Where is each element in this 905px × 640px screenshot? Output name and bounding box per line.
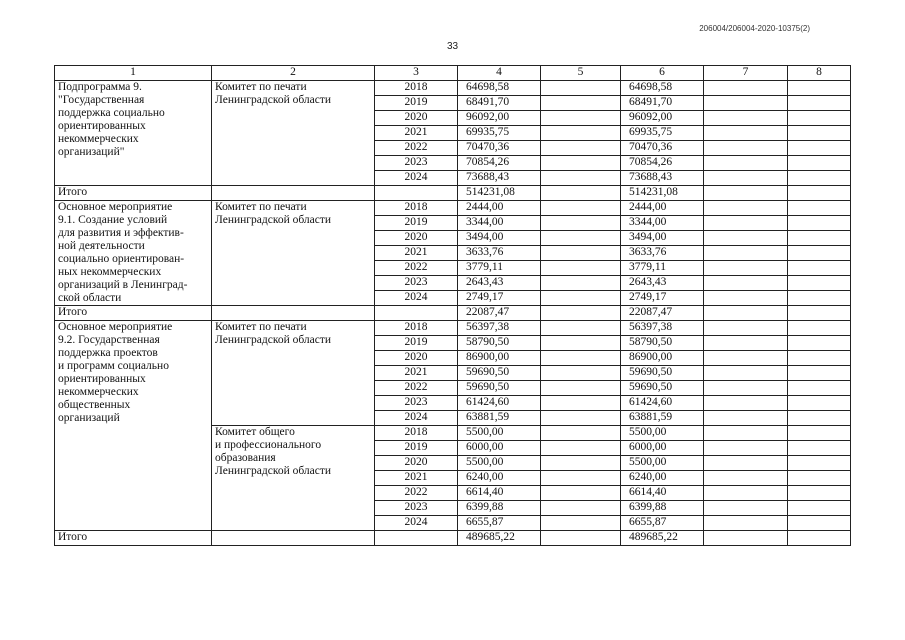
empty-cell bbox=[541, 291, 621, 306]
empty-cell bbox=[788, 96, 851, 111]
empty-cell bbox=[704, 381, 788, 396]
empty-cell bbox=[704, 456, 788, 471]
total-amount-cell: 3494,00 bbox=[458, 231, 541, 246]
empty-cell bbox=[788, 396, 851, 411]
total-row bbox=[55, 186, 851, 201]
year-cell: 2020 bbox=[375, 231, 458, 246]
year-cell: 2020 bbox=[375, 456, 458, 471]
total-amount-cell: 3633,76 bbox=[458, 246, 541, 261]
executor-name: Комитет общего и профессионального образования Ленинградской области bbox=[212, 426, 375, 531]
year-cell: 2019 bbox=[375, 96, 458, 111]
total-amount-cell: 58790,50 bbox=[458, 336, 541, 351]
regional-amount-cell: 2749,17 bbox=[621, 291, 704, 306]
year-row bbox=[55, 201, 851, 216]
column-header: 6 bbox=[621, 66, 704, 81]
regional-amount-cell: 3344,00 bbox=[621, 216, 704, 231]
regional-amount-cell: 69935,75 bbox=[621, 126, 704, 141]
total-amount-cell: 68491,70 bbox=[458, 96, 541, 111]
year-row bbox=[55, 81, 851, 96]
regional-amount-cell: 59690,50 bbox=[621, 381, 704, 396]
empty-cell bbox=[788, 141, 851, 156]
regional-amount-cell: 5500,00 bbox=[621, 456, 704, 471]
total-amount-cell: 86900,00 bbox=[458, 351, 541, 366]
empty-cell bbox=[704, 111, 788, 126]
empty-cell bbox=[541, 426, 621, 441]
executor-name: Комитет по печати Ленинградской области bbox=[212, 81, 375, 186]
empty-cell bbox=[541, 516, 621, 531]
regional-amount-cell: 6399,88 bbox=[621, 501, 704, 516]
empty-cell bbox=[788, 516, 851, 531]
empty-cell bbox=[541, 231, 621, 246]
regional-amount-cell: 22087,47 bbox=[621, 306, 704, 321]
empty-cell bbox=[788, 81, 851, 96]
empty-cell bbox=[541, 396, 621, 411]
empty-cell bbox=[541, 306, 621, 321]
regional-amount-cell: 70470,36 bbox=[621, 141, 704, 156]
empty-cell bbox=[541, 501, 621, 516]
empty-cell bbox=[541, 246, 621, 261]
empty-cell bbox=[541, 81, 621, 96]
empty-cell bbox=[788, 486, 851, 501]
regional-amount-cell: 2643,43 bbox=[621, 276, 704, 291]
empty-cell bbox=[704, 291, 788, 306]
regional-amount-cell: 58790,50 bbox=[621, 336, 704, 351]
empty-cell bbox=[375, 306, 458, 321]
empty-cell bbox=[541, 201, 621, 216]
empty-cell bbox=[788, 186, 851, 201]
empty-cell bbox=[704, 171, 788, 186]
year-cell: 2021 bbox=[375, 366, 458, 381]
empty-cell bbox=[541, 171, 621, 186]
empty-cell bbox=[788, 276, 851, 291]
empty-cell bbox=[704, 306, 788, 321]
empty-cell bbox=[541, 321, 621, 336]
total-amount-cell: 70854,26 bbox=[458, 156, 541, 171]
year-cell: 2021 bbox=[375, 126, 458, 141]
regional-amount-cell: 6655,87 bbox=[621, 516, 704, 531]
year-cell: 2019 bbox=[375, 216, 458, 231]
empty-cell bbox=[704, 351, 788, 366]
empty-cell bbox=[788, 231, 851, 246]
total-amount-cell: 61424,60 bbox=[458, 396, 541, 411]
year-cell: 2022 bbox=[375, 261, 458, 276]
empty-cell bbox=[704, 276, 788, 291]
total-amount-cell: 6240,00 bbox=[458, 471, 541, 486]
column-header-row bbox=[55, 66, 851, 81]
regional-amount-cell: 70854,26 bbox=[621, 156, 704, 171]
regional-amount-cell: 63881,59 bbox=[621, 411, 704, 426]
year-cell: 2023 bbox=[375, 396, 458, 411]
empty-cell bbox=[704, 486, 788, 501]
total-amount-cell: 6655,87 bbox=[458, 516, 541, 531]
empty-cell bbox=[541, 486, 621, 501]
year-cell: 2020 bbox=[375, 111, 458, 126]
empty-cell bbox=[704, 246, 788, 261]
empty-cell bbox=[541, 351, 621, 366]
empty-cell bbox=[704, 186, 788, 201]
column-header: 4 bbox=[458, 66, 541, 81]
empty-cell bbox=[541, 411, 621, 426]
empty-cell bbox=[541, 141, 621, 156]
total-amount-cell: 6000,00 bbox=[458, 441, 541, 456]
total-amount-cell: 64698,58 bbox=[458, 81, 541, 96]
year-cell: 2023 bbox=[375, 156, 458, 171]
total-amount-cell: 59690,50 bbox=[458, 381, 541, 396]
empty-cell bbox=[788, 261, 851, 276]
empty-cell bbox=[704, 216, 788, 231]
year-cell: 2022 bbox=[375, 381, 458, 396]
empty-cell bbox=[788, 441, 851, 456]
empty-cell bbox=[788, 111, 851, 126]
empty-cell bbox=[704, 396, 788, 411]
total-amount-cell: 514231,08 bbox=[458, 186, 541, 201]
empty-cell bbox=[704, 336, 788, 351]
empty-cell bbox=[788, 351, 851, 366]
total-amount-cell: 56397,38 bbox=[458, 321, 541, 336]
regional-amount-cell: 6000,00 bbox=[621, 441, 704, 456]
total-amount-cell: 2444,00 bbox=[458, 201, 541, 216]
total-amount-cell: 6399,88 bbox=[458, 501, 541, 516]
column-header: 7 bbox=[704, 66, 788, 81]
empty-cell bbox=[704, 501, 788, 516]
year-cell: 2022 bbox=[375, 141, 458, 156]
regional-amount-cell: 3779,11 bbox=[621, 261, 704, 276]
year-cell: 2024 bbox=[375, 516, 458, 531]
empty-cell bbox=[704, 156, 788, 171]
empty-cell bbox=[788, 471, 851, 486]
year-cell: 2018 bbox=[375, 81, 458, 96]
year-cell: 2024 bbox=[375, 411, 458, 426]
year-cell: 2020 bbox=[375, 351, 458, 366]
program-name: Основное мероприятие 9.1. Создание условий для развития и эффектив- ной деятельности социально ориентирован- ных некоммерческих организаций в Ленинград- ской области bbox=[55, 201, 212, 306]
empty-cell bbox=[541, 96, 621, 111]
regional-amount-cell: 6240,00 bbox=[621, 471, 704, 486]
empty-cell bbox=[788, 201, 851, 216]
empty-cell bbox=[788, 336, 851, 351]
column-header: 3 bbox=[375, 66, 458, 81]
total-row bbox=[55, 531, 851, 546]
empty-cell bbox=[704, 471, 788, 486]
empty-cell bbox=[788, 291, 851, 306]
empty-cell bbox=[704, 141, 788, 156]
empty-cell bbox=[704, 531, 788, 546]
program-name: Основное мероприятие 9.2. Государственная поддержка проектов и программ социально ориентированных некоммерческих общественных организаций bbox=[55, 321, 212, 531]
year-cell: 2021 bbox=[375, 471, 458, 486]
empty-cell bbox=[375, 531, 458, 546]
total-amount-cell: 3779,11 bbox=[458, 261, 541, 276]
empty-cell bbox=[212, 306, 375, 321]
year-cell: 2018 bbox=[375, 201, 458, 216]
table-body bbox=[55, 81, 851, 546]
total-amount-cell: 22087,47 bbox=[458, 306, 541, 321]
document-id: 206004/206004-2020-10375(2) bbox=[699, 24, 810, 33]
executor-name: Комитет по печати Ленинградской области bbox=[212, 201, 375, 306]
empty-cell bbox=[704, 231, 788, 246]
total-amount-cell: 489685,22 bbox=[458, 531, 541, 546]
empty-cell bbox=[788, 246, 851, 261]
empty-cell bbox=[788, 126, 851, 141]
regional-amount-cell: 3633,76 bbox=[621, 246, 704, 261]
regional-amount-cell: 3494,00 bbox=[621, 231, 704, 246]
empty-cell bbox=[704, 426, 788, 441]
empty-cell bbox=[704, 441, 788, 456]
total-label: Итого bbox=[55, 531, 212, 546]
empty-cell bbox=[788, 171, 851, 186]
empty-cell bbox=[788, 456, 851, 471]
empty-cell bbox=[541, 531, 621, 546]
column-header: 5 bbox=[541, 66, 621, 81]
empty-cell bbox=[541, 186, 621, 201]
regional-amount-cell: 489685,22 bbox=[621, 531, 704, 546]
empty-cell bbox=[541, 336, 621, 351]
empty-cell bbox=[541, 441, 621, 456]
empty-cell bbox=[788, 321, 851, 336]
regional-amount-cell: 5500,00 bbox=[621, 426, 704, 441]
empty-cell bbox=[704, 81, 788, 96]
empty-cell bbox=[704, 516, 788, 531]
regional-amount-cell: 6614,40 bbox=[621, 486, 704, 501]
year-cell: 2019 bbox=[375, 336, 458, 351]
column-header: 1 bbox=[55, 66, 212, 81]
total-label: Итого bbox=[55, 306, 212, 321]
total-amount-cell: 63881,59 bbox=[458, 411, 541, 426]
empty-cell bbox=[541, 276, 621, 291]
page-number: 33 bbox=[446, 41, 459, 52]
year-cell: 2024 bbox=[375, 171, 458, 186]
year-cell: 2019 bbox=[375, 441, 458, 456]
total-amount-cell: 73688,43 bbox=[458, 171, 541, 186]
regional-amount-cell: 2444,00 bbox=[621, 201, 704, 216]
empty-cell bbox=[704, 321, 788, 336]
total-amount-cell: 2749,17 bbox=[458, 291, 541, 306]
empty-cell bbox=[788, 306, 851, 321]
year-cell: 2023 bbox=[375, 501, 458, 516]
year-row bbox=[55, 321, 851, 336]
empty-cell bbox=[788, 381, 851, 396]
regional-amount-cell: 73688,43 bbox=[621, 171, 704, 186]
total-label: Итого bbox=[55, 186, 212, 201]
regional-amount-cell: 64698,58 bbox=[621, 81, 704, 96]
empty-cell bbox=[541, 216, 621, 231]
empty-cell bbox=[541, 366, 621, 381]
empty-cell bbox=[375, 186, 458, 201]
budget-table bbox=[54, 65, 851, 546]
empty-cell bbox=[212, 186, 375, 201]
total-row bbox=[55, 306, 851, 321]
empty-cell bbox=[704, 261, 788, 276]
empty-cell bbox=[212, 531, 375, 546]
executor-name: Комитет по печати Ленинградской области bbox=[212, 321, 375, 426]
regional-amount-cell: 86900,00 bbox=[621, 351, 704, 366]
empty-cell bbox=[788, 156, 851, 171]
empty-cell bbox=[541, 471, 621, 486]
regional-amount-cell: 56397,38 bbox=[621, 321, 704, 336]
regional-amount-cell: 514231,08 bbox=[621, 186, 704, 201]
empty-cell bbox=[788, 531, 851, 546]
empty-cell bbox=[541, 381, 621, 396]
empty-cell bbox=[541, 261, 621, 276]
empty-cell bbox=[541, 456, 621, 471]
year-cell: 2023 bbox=[375, 276, 458, 291]
total-amount-cell: 2643,43 bbox=[458, 276, 541, 291]
empty-cell bbox=[541, 126, 621, 141]
column-header: 2 bbox=[212, 66, 375, 81]
empty-cell bbox=[541, 111, 621, 126]
column-header: 8 bbox=[788, 66, 851, 81]
year-cell: 2018 bbox=[375, 321, 458, 336]
total-amount-cell: 6614,40 bbox=[458, 486, 541, 501]
empty-cell bbox=[788, 501, 851, 516]
year-cell: 2018 bbox=[375, 426, 458, 441]
empty-cell bbox=[704, 366, 788, 381]
year-cell: 2021 bbox=[375, 246, 458, 261]
empty-cell bbox=[704, 201, 788, 216]
program-name: Подпрограмма 9. "Государственная поддержка социально ориентированных некоммерческих организаций" bbox=[55, 81, 212, 186]
regional-amount-cell: 96092,00 bbox=[621, 111, 704, 126]
regional-amount-cell: 68491,70 bbox=[621, 96, 704, 111]
empty-cell bbox=[704, 96, 788, 111]
empty-cell bbox=[788, 411, 851, 426]
regional-amount-cell: 59690,50 bbox=[621, 366, 704, 381]
regional-amount-cell: 61424,60 bbox=[621, 396, 704, 411]
empty-cell bbox=[704, 126, 788, 141]
total-amount-cell: 5500,00 bbox=[458, 456, 541, 471]
total-amount-cell: 59690,50 bbox=[458, 366, 541, 381]
year-cell: 2024 bbox=[375, 291, 458, 306]
total-amount-cell: 96092,00 bbox=[458, 111, 541, 126]
total-amount-cell: 69935,75 bbox=[458, 126, 541, 141]
empty-cell bbox=[788, 426, 851, 441]
total-amount-cell: 70470,36 bbox=[458, 141, 541, 156]
empty-cell bbox=[704, 411, 788, 426]
empty-cell bbox=[788, 366, 851, 381]
empty-cell bbox=[788, 216, 851, 231]
total-amount-cell: 5500,00 bbox=[458, 426, 541, 441]
total-amount-cell: 3344,00 bbox=[458, 216, 541, 231]
year-cell: 2022 bbox=[375, 486, 458, 501]
empty-cell bbox=[541, 156, 621, 171]
